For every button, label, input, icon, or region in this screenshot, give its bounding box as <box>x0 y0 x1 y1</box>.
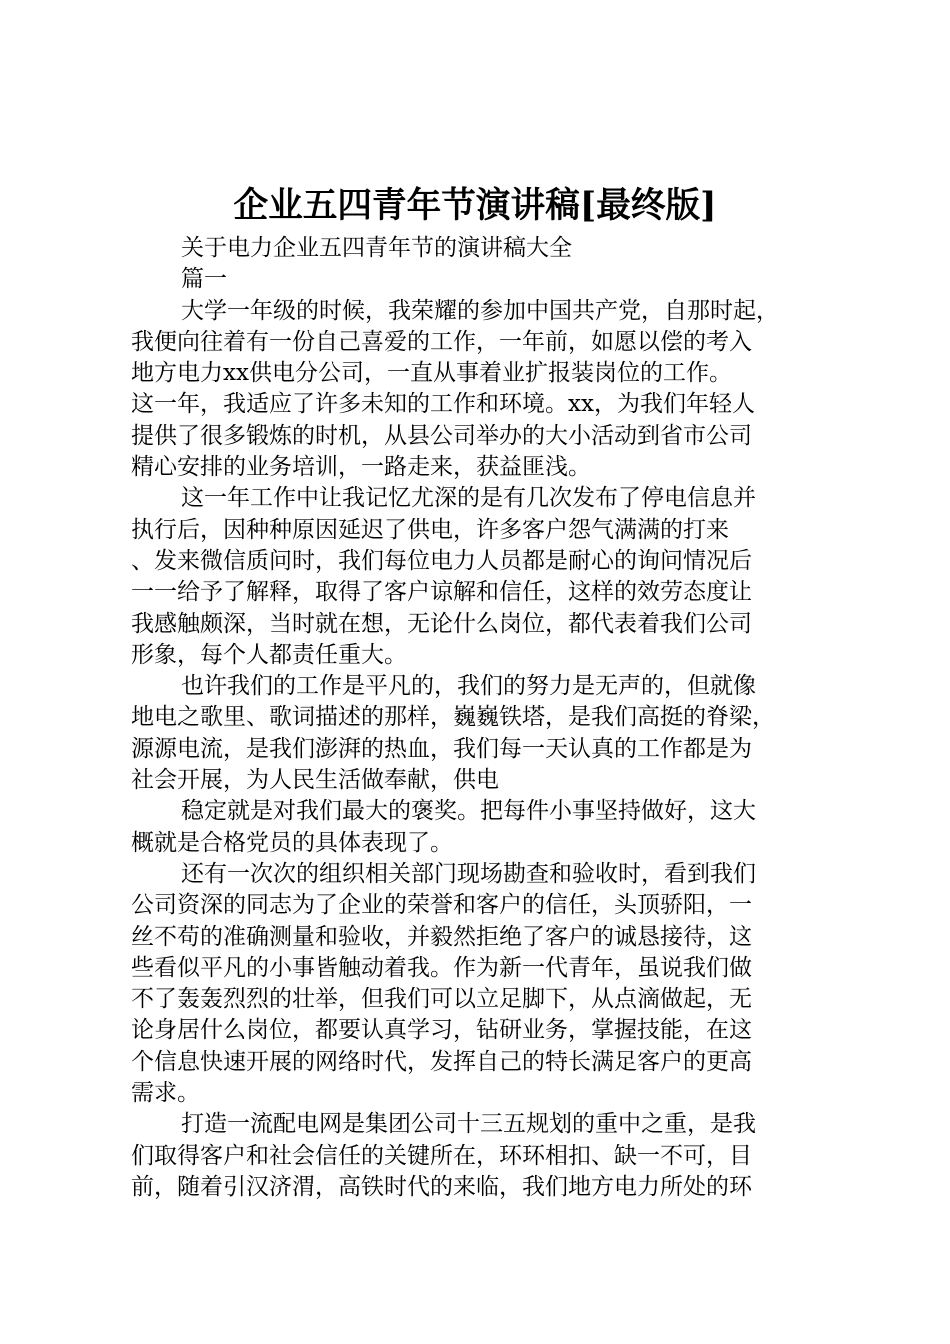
text-line-content: 这一年工作中让我记忆尤深的是有几次发布了停电信息并 <box>181 485 756 512</box>
text-line <box>131 264 831 295</box>
text-line-content: 社会开展，为人民生活做奉献，供电 <box>131 767 499 794</box>
text-line-content: 我感触颇深，当时就在想，无论什么岗位，都代表着我们公司 <box>131 610 752 637</box>
text-line <box>131 1172 831 1203</box>
text-line <box>131 327 831 358</box>
text-line-content: 篇一 <box>181 266 227 293</box>
text-line-content: 打造一流配电网是集团公司十三五规划的重中之重，是我 <box>181 1111 756 1138</box>
text-line-content: 一一给予了解释，取得了客户谅解和信任，这样的效劳态度让 <box>131 579 752 606</box>
text-line-content: 这一年，我适应了许多未知的工作和环境。xx，为我们年轻人 <box>131 391 755 418</box>
text-line <box>131 984 831 1015</box>
text-line-content: 地方电力xx供电分公司，一直从事着业扩报装岗位的工作。 <box>131 360 732 387</box>
text-line <box>131 358 831 389</box>
text-line <box>131 765 831 796</box>
text-line <box>131 859 831 890</box>
text-line-content: 还有一次次的组织相关部门现场勘查和验收时，看到我们 <box>181 860 756 887</box>
text-line <box>131 1109 831 1140</box>
text-line-content: 提供了很多锻炼的时机，从县公司举办的大小活动到省市公司 <box>131 422 752 449</box>
text-line-content: 个信息快速开展的网络时代，发挥自己的特长满足客户的更高 <box>131 1048 752 1075</box>
text-line-content: 前，随着引汉济渭，高铁时代的来临，我们地方电力所处的环 <box>131 1173 752 1200</box>
text-line <box>131 577 831 608</box>
text-line <box>131 890 831 921</box>
text-line <box>131 1015 831 1046</box>
text-line-content: 公司资深的同志为了企业的荣誉和客户的信任，头顶骄阳，一 <box>131 892 752 919</box>
text-line-content: 概就是合格党员的具体表现了。 <box>131 829 453 856</box>
text-line <box>131 389 831 420</box>
document-body <box>131 233 831 1203</box>
text-line <box>131 796 831 827</box>
text-line <box>131 702 831 733</box>
text-line-content: 论身居什么岗位，都要认真学习，钻研业务，掌握技能，在这 <box>131 1017 752 1044</box>
text-line <box>131 515 831 546</box>
text-line <box>131 421 831 452</box>
text-line <box>131 296 831 327</box>
text-line <box>131 233 831 264</box>
text-line <box>131 671 831 702</box>
text-line-content: 也许我们的工作是平凡的，我们的努力是无声的，但就像 <box>181 673 756 700</box>
text-line-content: 源源电流，是我们澎湃的热血，我们每一天认真的工作都是为 <box>131 735 752 762</box>
text-line-content: 丝不苟的准确测量和验收，并毅然拒绝了客户的诚恳接待，这 <box>131 923 752 950</box>
document-title: 企业五四青年节演讲稿[最终版] <box>233 185 717 226</box>
text-line <box>131 1141 831 1172</box>
text-line <box>131 640 831 671</box>
text-line-content: 些看似平凡的小事皆触动着我。作为新一代青年，虽说我们做 <box>131 954 752 981</box>
text-line <box>131 922 831 953</box>
text-line-content: 关于电力企业五四青年节的演讲稿大全 <box>181 235 572 261</box>
text-line-content: 们取得客户和社会信任的关键所在，环环相扣、缺一不可，目 <box>131 1142 752 1169</box>
text-line-content: 稳定就是对我们最大的褒奖。把每件小事坚持做好，这大 <box>181 798 756 825</box>
text-line-content: 不了轰轰烈烈的壮举，但我们可以立足脚下，从点滴做起，无 <box>131 986 752 1013</box>
text-line-content: 地电之歌里、歌词描述的那样，巍巍铁塔，是我们高挺的脊梁， <box>131 704 775 731</box>
text-line <box>131 609 831 640</box>
text-line <box>131 734 831 765</box>
text-line <box>131 953 831 984</box>
text-line <box>131 546 831 577</box>
text-line-content: 、发来微信质问时，我们每位电力人员都是耐心的询问情况后 <box>131 547 752 574</box>
text-line <box>131 1078 831 1109</box>
text-line-content: 形象，每个人都责任重大。 <box>131 641 407 668</box>
text-line-content: 执行后，因种种原因延迟了供电，许多客户怨气满满的打来 <box>131 516 729 543</box>
text-line-content: 需求。 <box>131 1080 200 1107</box>
text-line <box>131 828 831 859</box>
text-line <box>131 1047 831 1078</box>
text-line-content: 精心安排的业务培训，一路走来，获益匪浅。 <box>131 454 591 481</box>
text-line-content: 大学一年级的时候，我荣耀的参加中国共产党，自那时起， <box>181 297 779 324</box>
text-line <box>131 452 831 483</box>
text-line <box>131 483 831 514</box>
text-line-content: 我便向往着有一份自己喜爱的工作，一年前，如愿以偿的考入 <box>131 328 752 355</box>
